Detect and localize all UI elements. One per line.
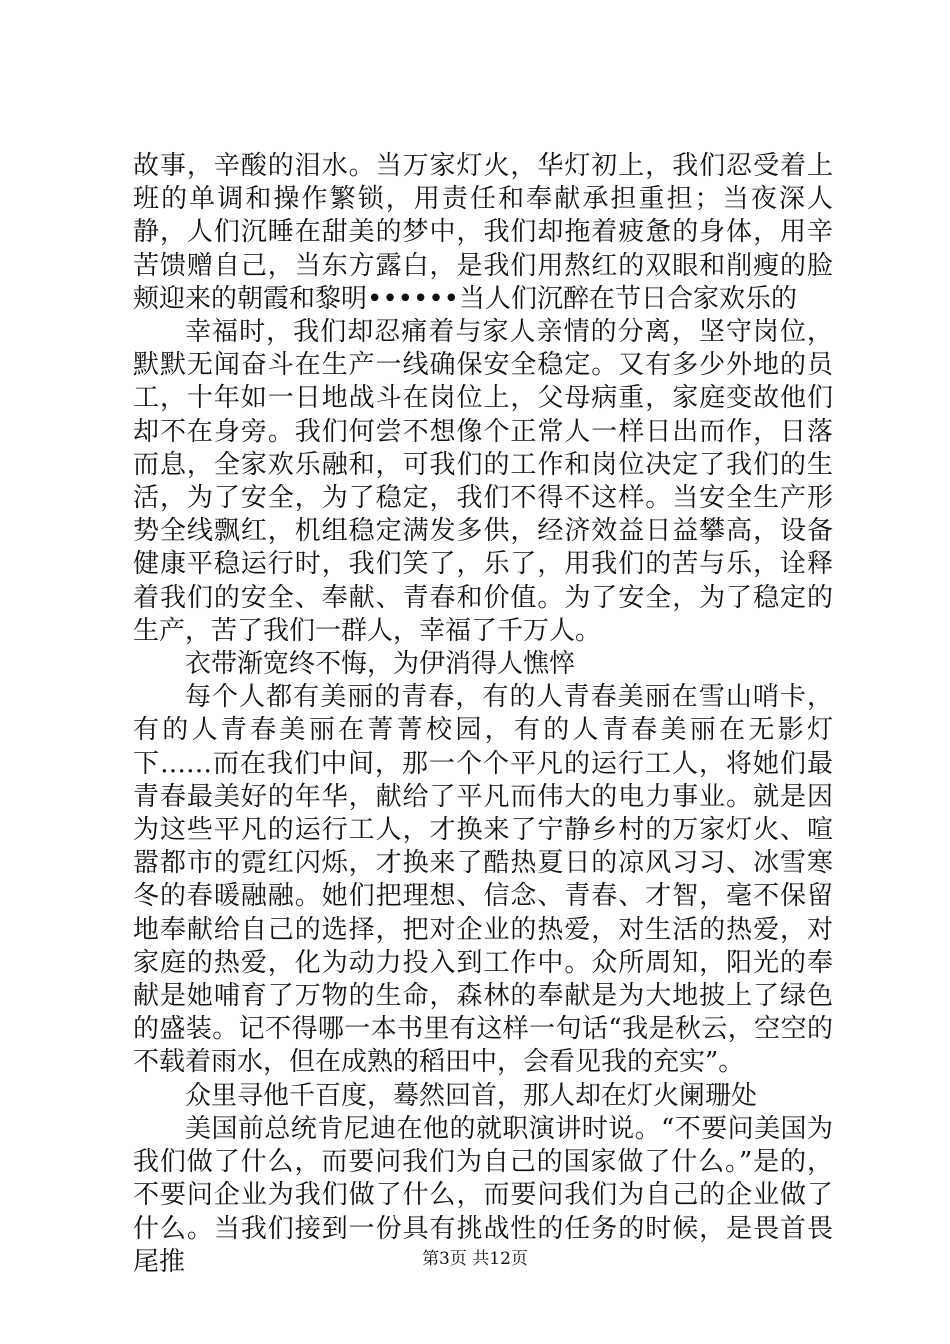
page-footer: 第3页 共12页: [422, 1249, 528, 1269]
paragraph-1: 故事，辛酸的泪水。当万家灯火，华灯初上，我们忍受着上班的单调和操作繁锁，用责任和奉献承担重担；当夜深人静，人们沉睡在甜美的梦中，我们却拖着疲惫的身体，用辛苦馈赠自己，当东方露白，是我们用熬红的双眼和削瘦的脸颊迎来的朝霞和黎明••••••当人们沉醉在节日合家欢乐的: [133, 151, 833, 314]
section-heading-2: 众里寻他千百度，蓦然回首，那人却在灯火阑珊处: [185, 1080, 758, 1111]
body-text: [133, 150, 833, 1279]
paragraph-2: 幸福时，我们却忍痛着与家人亲情的分离，坚守岗位，默默无闻奋斗在生产一线确保安全稳定。又有多少外地的员工，十年如一日地战斗在岗位上，父母病重，家庭变故他们却不在身旁。我们何尝不想像个正常人一样日出而作，日落而息，全家欢乐融和，可我们的工作和岗位决定了我们的生活，为了安全，为了稳定，我们不得不这样。当安全生产形势全线飘红，机组稳定满发多供，经济效益日益攀高，设备健康平稳运行时，我们笑了，乐了，用我们的苦与乐，诠释着我们的安全、奉献、青春和价值。为了安全，为了稳定的生产，苦了我们一群人，幸福了千万人。: [133, 317, 833, 646]
paragraph-4: 美国前总统肯尼迪在他的就职演讲时说。“不要问美国为我们做了什么，而要问我们为自己的国家做了什么。”是的，不要问企业为我们做了什么，而要问我们为自己的企业做了什么。当我们接到一份具有挑战性的任务的时候，是畏首畏尾推: [133, 1113, 833, 1277]
section-heading-1: 衣带渐宽终不悔，为伊消得人憔悴: [185, 649, 576, 680]
paragraph-3: 每个人都有美丽的青春，有的人青春美丽在雪山哨卡，有的人青春美丽在菁菁校园，有的人青春美丽在无影灯下……而在我们中间，那一个个平凡的运行工人，将她们最青春最美好的年华，献给了平凡而伟大的电力事业。就是因为这些平凡的运行工人，才换来了宁静乡村的万家灯火、喧嚣都市的霓红闪烁，才换来了酷热夏日的凉风习习、冰雪寒冬的春暖融融。她们把理想、信念、青春、才智，毫不保留地奉献给自己的选择，把对企业的热爱，对生活的热爱，对家庭的热爱，化为动力投入到工作中。众所周知，阳光的奉献是她哺育了万物的生命，森林的奉献是为大地披上了绿色的盛装。记不得哪一本书里有这样一句话“我是秋云，空空的不载着雨水，但在成熟的稻田中，会看见我的充实”。: [133, 682, 833, 1078]
